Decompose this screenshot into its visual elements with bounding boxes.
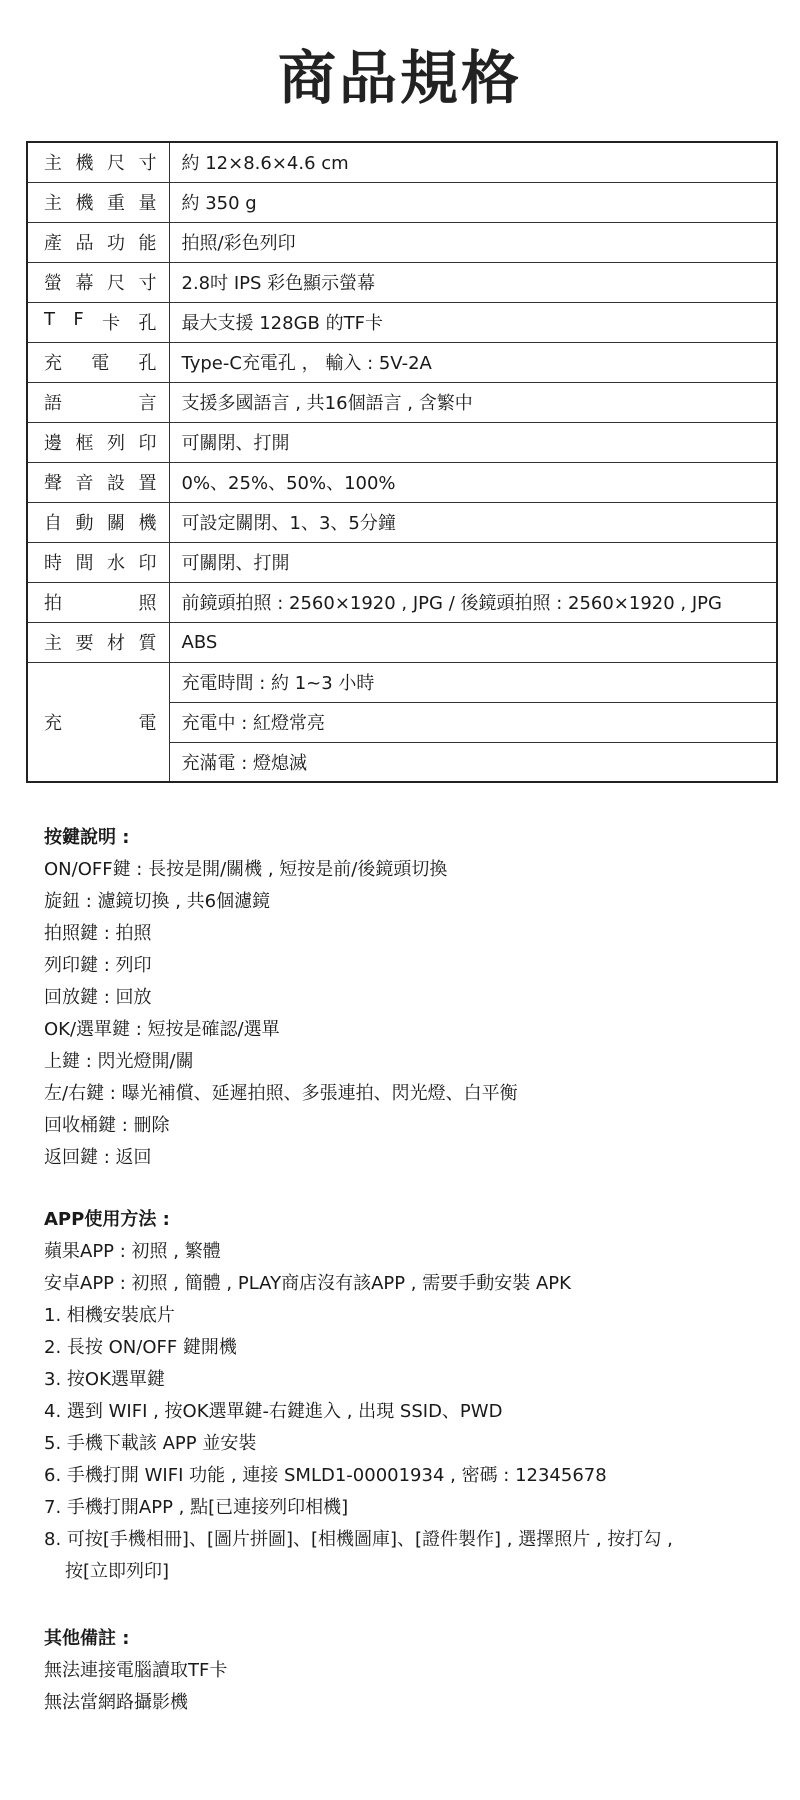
spec-row bbox=[27, 182, 777, 222]
spec-label-char: 印 bbox=[138, 433, 157, 454]
spec-label-char: 重 bbox=[107, 193, 125, 214]
text-line: 回放鍵 : 回放 bbox=[44, 987, 152, 1008]
page-title: 商品規格 bbox=[277, 44, 522, 112]
spec-label-text bbox=[44, 389, 157, 415]
text-line: 4. 選到 WIFI , 按OK選單鍵-右鍵進入 , 出現 SSID、PWD bbox=[44, 1401, 503, 1422]
text-line: 7. 手機打開APP , 點[已連接列印相機] bbox=[44, 1497, 349, 1518]
spec-label-char: 音 bbox=[75, 473, 94, 494]
spec-row bbox=[27, 382, 777, 422]
text-line: 無法當網路攝影機 bbox=[44, 1692, 188, 1713]
spec-label-char: 間 bbox=[75, 553, 94, 574]
text-line: 1. 相機安裝底片 bbox=[44, 1305, 175, 1326]
spec-label-char: 置 bbox=[138, 473, 157, 494]
spec-label-char: 語 bbox=[44, 393, 62, 414]
spec-label-char: 列 bbox=[107, 433, 125, 454]
text-line: ON/OFF鍵 : 長按是開/關機 , 短按是前/後鏡頭切換 bbox=[44, 859, 448, 880]
text-line: 返回鍵 : 返回 bbox=[44, 1147, 152, 1168]
text-line: 6. 手機打開 WIFI 功能 , 連接 SMLD1-00001934 , 密碼 : 12345678 bbox=[44, 1465, 607, 1486]
spec-label-char: 寸 bbox=[138, 153, 157, 175]
spec-label-char: 自 bbox=[44, 513, 62, 534]
spec-label-char: F bbox=[73, 309, 84, 330]
spec-label-text bbox=[44, 309, 157, 335]
spec-label-char: 材 bbox=[107, 633, 125, 654]
spec-label-char: 印 bbox=[138, 553, 157, 574]
spec-label-text bbox=[44, 189, 157, 215]
spec-label-text bbox=[44, 429, 157, 455]
spec-value: 最大支援 128GB 的TF卡 bbox=[169, 302, 777, 342]
spec-value: 0%、25%、50%、100% bbox=[169, 462, 777, 502]
spec-label-char: 要 bbox=[75, 633, 94, 654]
spec-label-char: 功 bbox=[107, 233, 125, 254]
spec-label-text bbox=[44, 549, 157, 575]
text-line: OK/選單鍵 : 短按是確認/選單 bbox=[44, 1019, 280, 1040]
spec-label-char: 尺 bbox=[107, 273, 125, 294]
spec-label-char: 孔 bbox=[138, 353, 157, 374]
spec-row bbox=[27, 222, 777, 262]
spec-value: 2.8吋 IPS 彩色顯示螢幕 bbox=[169, 262, 777, 302]
spec-value: 充電中 : 紅燈常亮 bbox=[169, 702, 777, 742]
spec-row bbox=[27, 142, 777, 182]
text-line: 安卓APP : 初照 , 簡體 , PLAY商店沒有該APP , 需要手動安裝 APK bbox=[44, 1273, 571, 1294]
spec-label-text bbox=[44, 709, 157, 735]
text-line: 8. 可按[手機相冊]、[圖片拼圖]、[相機圖庫]、[證件製作] , 選擇照片 , 按打勾 , bbox=[44, 1529, 673, 1550]
spec-label bbox=[27, 142, 169, 182]
spec-label-char: 尺 bbox=[107, 153, 125, 175]
app-usage-section bbox=[44, 1204, 764, 1588]
spec-label bbox=[27, 382, 169, 422]
spec-value: 充電時間 : 約 1~3 小時 bbox=[169, 662, 777, 702]
spec-label bbox=[27, 342, 169, 382]
text-line: 旋鈕 : 濾鏡切換 , 共6個濾鏡 bbox=[44, 891, 271, 912]
spec-value: 前鏡頭拍照 : 2560×1920 , JPG / 後鏡頭拍照 : 2560×1920 , JPG bbox=[169, 582, 777, 622]
buttons-lines bbox=[44, 854, 764, 1174]
spec-value: 可關閉、打開 bbox=[169, 542, 777, 582]
spec-label-char: 動 bbox=[75, 513, 94, 534]
spec-value: 拍照/彩色列印 bbox=[169, 222, 777, 262]
spec-value: Type-C充電孔 ， 輸入 : 5V-2A bbox=[169, 342, 777, 382]
spec-label-char: 能 bbox=[138, 233, 157, 254]
spec-value: 可設定關閉、1、3、5分鐘 bbox=[169, 502, 777, 542]
spec-label-text bbox=[44, 589, 157, 615]
spec-value: ABS bbox=[169, 622, 777, 662]
spec-label-char: 設 bbox=[107, 473, 125, 494]
spec-label-char: 主 bbox=[44, 153, 62, 175]
spec-row bbox=[27, 262, 777, 302]
spec-label-char: 機 bbox=[138, 513, 157, 534]
spec-label bbox=[27, 462, 169, 502]
spec-label-char: 產 bbox=[44, 233, 62, 254]
buttons-heading: 按鍵說明 : bbox=[44, 827, 130, 848]
spec-label-char: 充 bbox=[44, 353, 62, 374]
spec-row-charge bbox=[27, 662, 777, 702]
spec-label-char: 拍 bbox=[44, 593, 62, 614]
spec-label-char: 量 bbox=[138, 193, 157, 214]
spec-label-char: 主 bbox=[44, 633, 62, 654]
spec-label-char: 螢 bbox=[44, 273, 62, 294]
spec-label bbox=[27, 542, 169, 582]
spec-label-char: 電 bbox=[138, 712, 157, 734]
spec-label bbox=[27, 262, 169, 302]
spec-label-char: 充 bbox=[44, 712, 62, 734]
text-line: 左/右鍵 : 曝光補償、延遲拍照、多張連拍、閃光燈、白平衡 bbox=[44, 1083, 518, 1104]
other-notes-heading: 其他備註 : bbox=[44, 1628, 130, 1649]
app-usage-continuation: 按[立即列印] bbox=[65, 1561, 170, 1582]
spec-label-char: 主 bbox=[44, 193, 62, 214]
spec-label bbox=[27, 222, 169, 262]
spec-label-text bbox=[44, 629, 157, 655]
spec-label-text bbox=[44, 349, 157, 375]
spec-label bbox=[27, 182, 169, 222]
text-line: 回收桶鍵 : 刪除 bbox=[44, 1115, 170, 1136]
spec-label-text bbox=[44, 509, 157, 535]
spec-row bbox=[27, 582, 777, 622]
app-usage-lines bbox=[44, 1236, 764, 1556]
spec-label bbox=[27, 422, 169, 462]
spec-label-char: 言 bbox=[138, 393, 157, 414]
spec-label bbox=[27, 302, 169, 342]
spec-label-char: 機 bbox=[75, 153, 94, 175]
spec-label bbox=[27, 622, 169, 662]
other-notes-section bbox=[44, 1623, 764, 1719]
spec-row bbox=[27, 622, 777, 662]
text-line: 拍照鍵 : 拍照 bbox=[44, 923, 152, 944]
spec-label-char: 關 bbox=[107, 513, 125, 534]
spec-value: 約 12×8.6×4.6 cm bbox=[169, 142, 777, 182]
spec-row bbox=[27, 462, 777, 502]
spec-value: 約 350 g bbox=[169, 182, 777, 222]
spec-table-body bbox=[27, 142, 777, 782]
spec-label bbox=[27, 502, 169, 542]
text-line: 上鍵 : 閃光燈開/關 bbox=[44, 1051, 194, 1072]
text-line: 蘋果APP : 初照 , 繁體 bbox=[44, 1241, 221, 1262]
buttons-section bbox=[44, 822, 764, 1174]
spec-label-char: 時 bbox=[44, 553, 62, 574]
spec-label-char: 電 bbox=[91, 353, 110, 374]
spec-label-char: T bbox=[44, 309, 55, 330]
spec-label-char: 卡 bbox=[102, 313, 121, 334]
spec-label-char: 品 bbox=[75, 233, 94, 254]
spec-label-char: 寸 bbox=[138, 273, 157, 294]
spec-label-text bbox=[44, 269, 157, 295]
spec-label-char: 框 bbox=[75, 433, 94, 454]
text-line: 5. 手機下載該 APP 並安裝 bbox=[44, 1433, 257, 1454]
app-usage-heading: APP使用方法 : bbox=[44, 1209, 170, 1230]
other-notes-lines bbox=[44, 1655, 764, 1719]
spec-label bbox=[27, 582, 169, 622]
spec-label-char: 水 bbox=[107, 553, 125, 574]
spec-label-char: 幕 bbox=[75, 273, 94, 294]
spec-row bbox=[27, 302, 777, 342]
spec-row bbox=[27, 542, 777, 582]
spec-value: 可關閉、打開 bbox=[169, 422, 777, 462]
spec-label-char: 邊 bbox=[44, 433, 62, 454]
spec-table bbox=[26, 141, 778, 783]
text-line: 無法連接電腦讀取TF卡 bbox=[44, 1660, 228, 1681]
spec-label-char: 聲 bbox=[44, 473, 62, 494]
text-line: 2. 長按 ON/OFF 鍵開機 bbox=[44, 1337, 237, 1358]
spec-label bbox=[27, 662, 169, 782]
spec-value: 支援多國語言 , 共16個語言 , 含繁中 bbox=[169, 382, 777, 422]
spec-row bbox=[27, 422, 777, 462]
spec-label-char: 機 bbox=[75, 193, 94, 214]
spec-label-text bbox=[44, 469, 157, 495]
spec-label-char: 質 bbox=[138, 633, 157, 654]
spec-label-text bbox=[44, 149, 157, 175]
spec-label-char: 孔 bbox=[138, 313, 157, 334]
spec-row bbox=[27, 502, 777, 542]
text-line: 3. 按OK選單鍵 bbox=[44, 1369, 165, 1390]
text-line: 列印鍵 : 列印 bbox=[44, 955, 152, 976]
spec-label-text bbox=[44, 229, 157, 255]
spec-row bbox=[27, 342, 777, 382]
spec-value: 充滿電 : 燈熄滅 bbox=[169, 742, 777, 782]
spec-label-char: 照 bbox=[138, 593, 157, 614]
